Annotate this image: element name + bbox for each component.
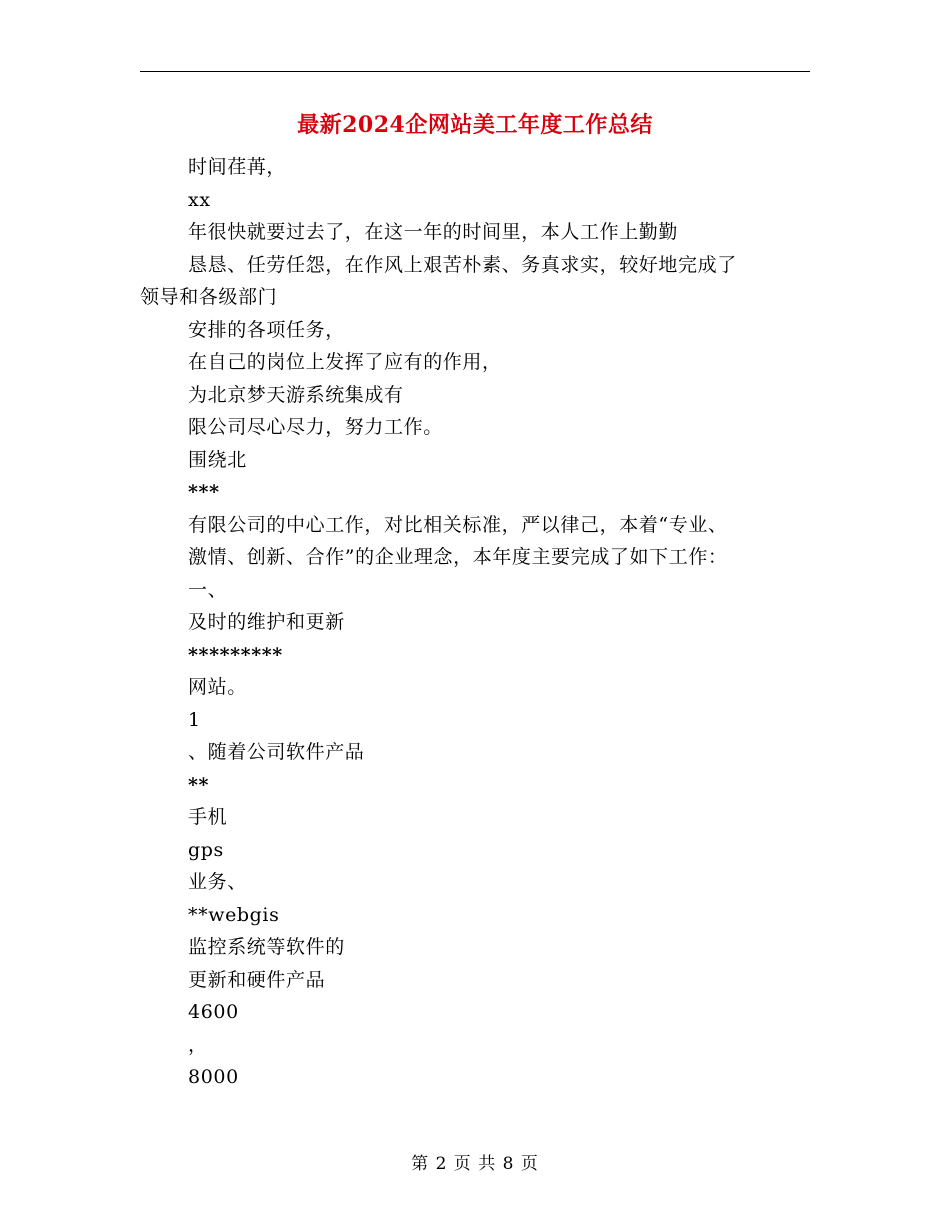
body-line-21: 手机 [188,806,228,828]
body-line-26: 更新和硬件产品 [188,969,326,991]
document-title: 最新2024企网站美工年度工作总结 [297,112,653,138]
body-line-2: xx [188,189,211,211]
body-line-16: ********* [188,644,283,666]
body-line-29: 8000 [188,1066,239,1088]
body-line-24: **webgis [188,904,280,926]
page-footer: 第 2 页 共 8 页 [411,1154,539,1174]
body-line-7: 在自己的岗位上发挥了应有的作用， [188,351,502,373]
body-line-9: 限公司尽心尽力，努力工作。 [188,416,443,438]
body-line-18: 1 [188,709,201,731]
body-line-23: 业务、 [188,871,247,893]
body-line-14: 一、 [188,579,228,601]
body-line-22: gps [188,839,224,861]
body-line-4: 恳恳、任劳任怨，在作风上艰苦朴素、务真求实，较好地完成了 [188,254,737,276]
body-line-13: 激情、创新、合作”的企业理念，本年度主要完成了如下工作： [188,546,728,568]
body-line-1: 时间荏苒， [188,156,287,178]
body-line-5: 领导和各级部门 [140,286,278,308]
body-line-28: ， [188,1034,208,1056]
body-line-20: ** [188,774,210,796]
body-line-6: 安排的各项任务， [188,319,345,341]
body-line-10: 围绕北 [188,449,247,471]
body-line-17: 网站。 [188,676,247,698]
body-line-12: 有限公司的中心工作，对比相关标准，严以律己，本着“专业、 [188,514,728,536]
body-line-3: 年很快就要过去了，在这一年的时间里，本人工作上勤勤 [188,221,679,243]
body-line-15: 及时的维护和更新 [188,611,345,633]
body-line-11: *** [188,481,220,503]
body-line-25: 监控系统等软件的 [188,936,345,958]
body-line-27: 4600 [188,1001,239,1023]
header-rule [140,71,810,72]
body-line-8: 为北京梦天游系统集成有 [188,384,404,406]
body-line-19: 、随着公司软件产品 [188,741,365,763]
